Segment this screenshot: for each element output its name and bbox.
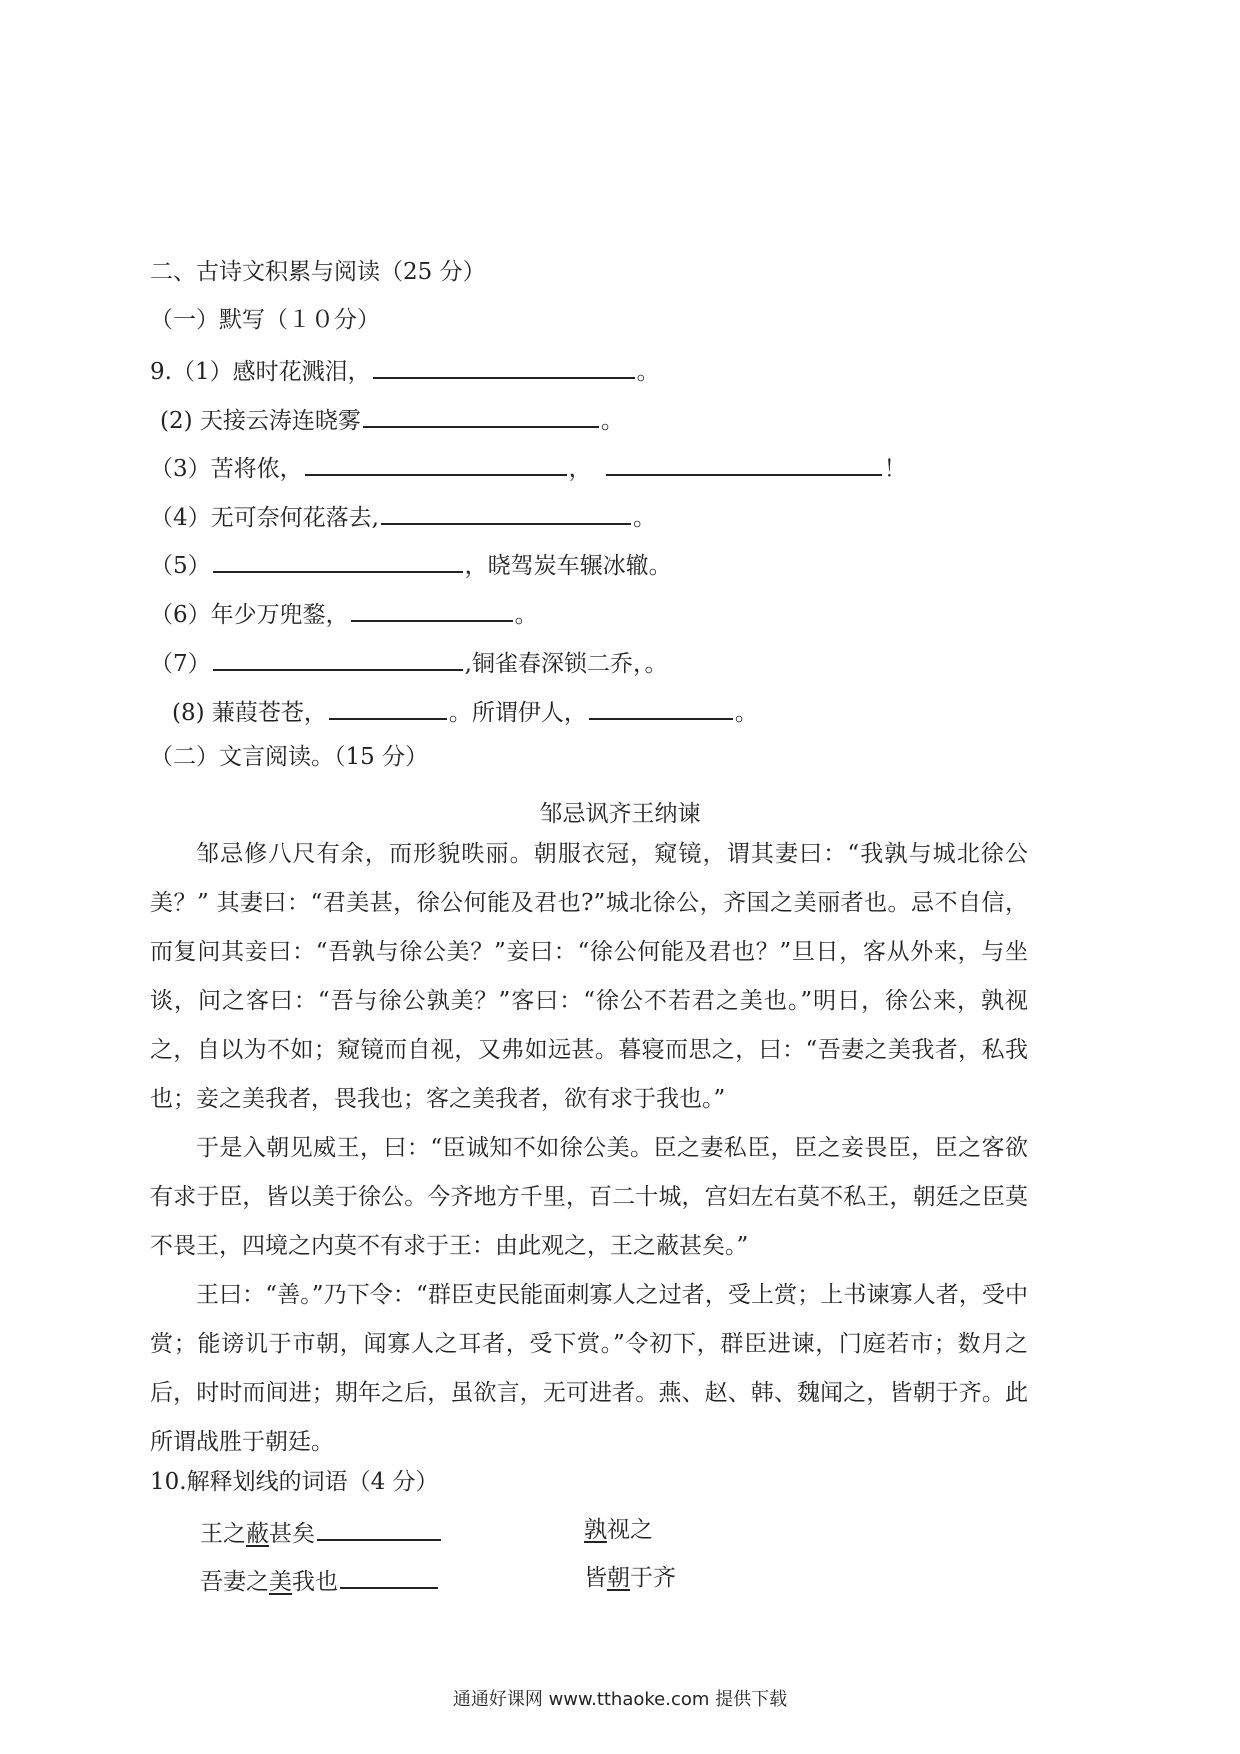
dictation-item-6: （6）年少万兜鍪， 。 <box>150 596 538 630</box>
dictation-item-4: （4）无可奈何花落去, 。 <box>150 499 656 533</box>
answer-blank[interactable] <box>351 596 513 622</box>
q10-item-1: 王之蔽甚矣 <box>200 1515 443 1549</box>
dictation-item-8: (8) 蒹葭苍苍， 。所谓伊人， 。 <box>172 694 758 728</box>
dictation-item-7: （7） ,铜雀春深锁二乔，。 <box>150 645 667 679</box>
answer-blank[interactable] <box>606 450 882 476</box>
section-title: 二、古诗文积累与阅读（25 分） <box>150 259 486 285</box>
answer-blank[interactable] <box>213 547 463 573</box>
answer-blank[interactable] <box>340 1563 438 1589</box>
answer-blank[interactable] <box>363 402 599 428</box>
passage-title: 邹忌讽齐王纳谏 <box>539 801 701 827</box>
dictation-item-5: （5） ，晓驾炭车辗冰辙。 <box>150 547 672 581</box>
passage-paragraph-3: 王曰：“善。”乃下令：“群臣吏民能面刺寡人之过者，受上赏；上书谏寡人者，受中赏；能谤讥于市朝，闻寡人之耳者，受下赏。”令初下，群臣进谏，门庭若市；数月之后，时时而间进；期年之后，虽欲言，无可进者。燕、赵、韩、魏闻之，皆朝于齐。此所谓战胜于朝廷。 <box>150 1282 1028 1455</box>
underlined-word: 孰 <box>584 1517 607 1543</box>
underlined-word: 蔽 <box>246 1521 269 1547</box>
passage-paragraph-2: 于是入朝见威王，曰：“臣诚知不如徐公美。臣之妻私臣，臣之妾畏臣，臣之客欲有求于臣，皆以美于徐公。今齐地方千里，百二十城，宫妇左右莫不私王，朝廷之臣莫不畏王，四境之内莫不有求于王：由此观之，王之蔽甚矣。” <box>150 1135 1028 1259</box>
answer-blank[interactable] <box>317 1515 441 1541</box>
answer-blank[interactable] <box>213 645 463 671</box>
q10-item-4: 皆朝于齐 <box>584 1565 676 1591</box>
answer-blank[interactable] <box>589 694 733 720</box>
dictation-item-1: 9.（1）感时花溅泪， 。 <box>150 353 660 387</box>
footer-credit: 通通好课网 www.tthaoke.com 提供下载 <box>452 1689 788 1710</box>
dictation-title: （一）默写（１０分） <box>150 307 380 333</box>
q10-item-3: 吾妻之美我也 <box>200 1563 440 1597</box>
passage-paragraph-1: 邹忌修八尺有余，而形貌昳丽。朝服衣冠，窥镜，谓其妻曰：“我孰与城北徐公美？” 其妻曰：“君美甚，徐公何能及君也?”城北徐公，齐国之美丽者也。忌不自信，而复问其妾曰：“吾孰与徐公美？”妾曰：“徐公何能及君也？”旦日，客从外来，与坐谈，问之客曰：“吾与徐公孰美？”客曰：“徐公不若君之美也。”明日，徐公来，孰视之，自以为不如；窥镜而自视，又弗如远甚。暮寝而思之，曰：“吾妻之美我者，私我也；妾之美我者，畏我也；客之美我者，欲有求于我也。” <box>150 841 1028 1112</box>
reading-title: （二）文言阅读。（15 分） <box>150 744 429 770</box>
answer-blank[interactable] <box>381 499 631 525</box>
dictation-item-2: (2) 天接云涛连晓雾 。 <box>160 402 624 436</box>
question-10-title: 10.解释划线的词语（4 分） <box>150 1469 439 1495</box>
answer-blank[interactable] <box>373 353 635 379</box>
underlined-word: 朝 <box>607 1565 630 1591</box>
underlined-word: 美 <box>269 1569 292 1595</box>
dictation-item-3: （3）苦将侬， ， ！ <box>150 450 907 484</box>
answer-blank[interactable] <box>305 450 567 476</box>
q10-item-2: 孰视之 <box>584 1517 653 1543</box>
answer-blank[interactable] <box>329 694 447 720</box>
